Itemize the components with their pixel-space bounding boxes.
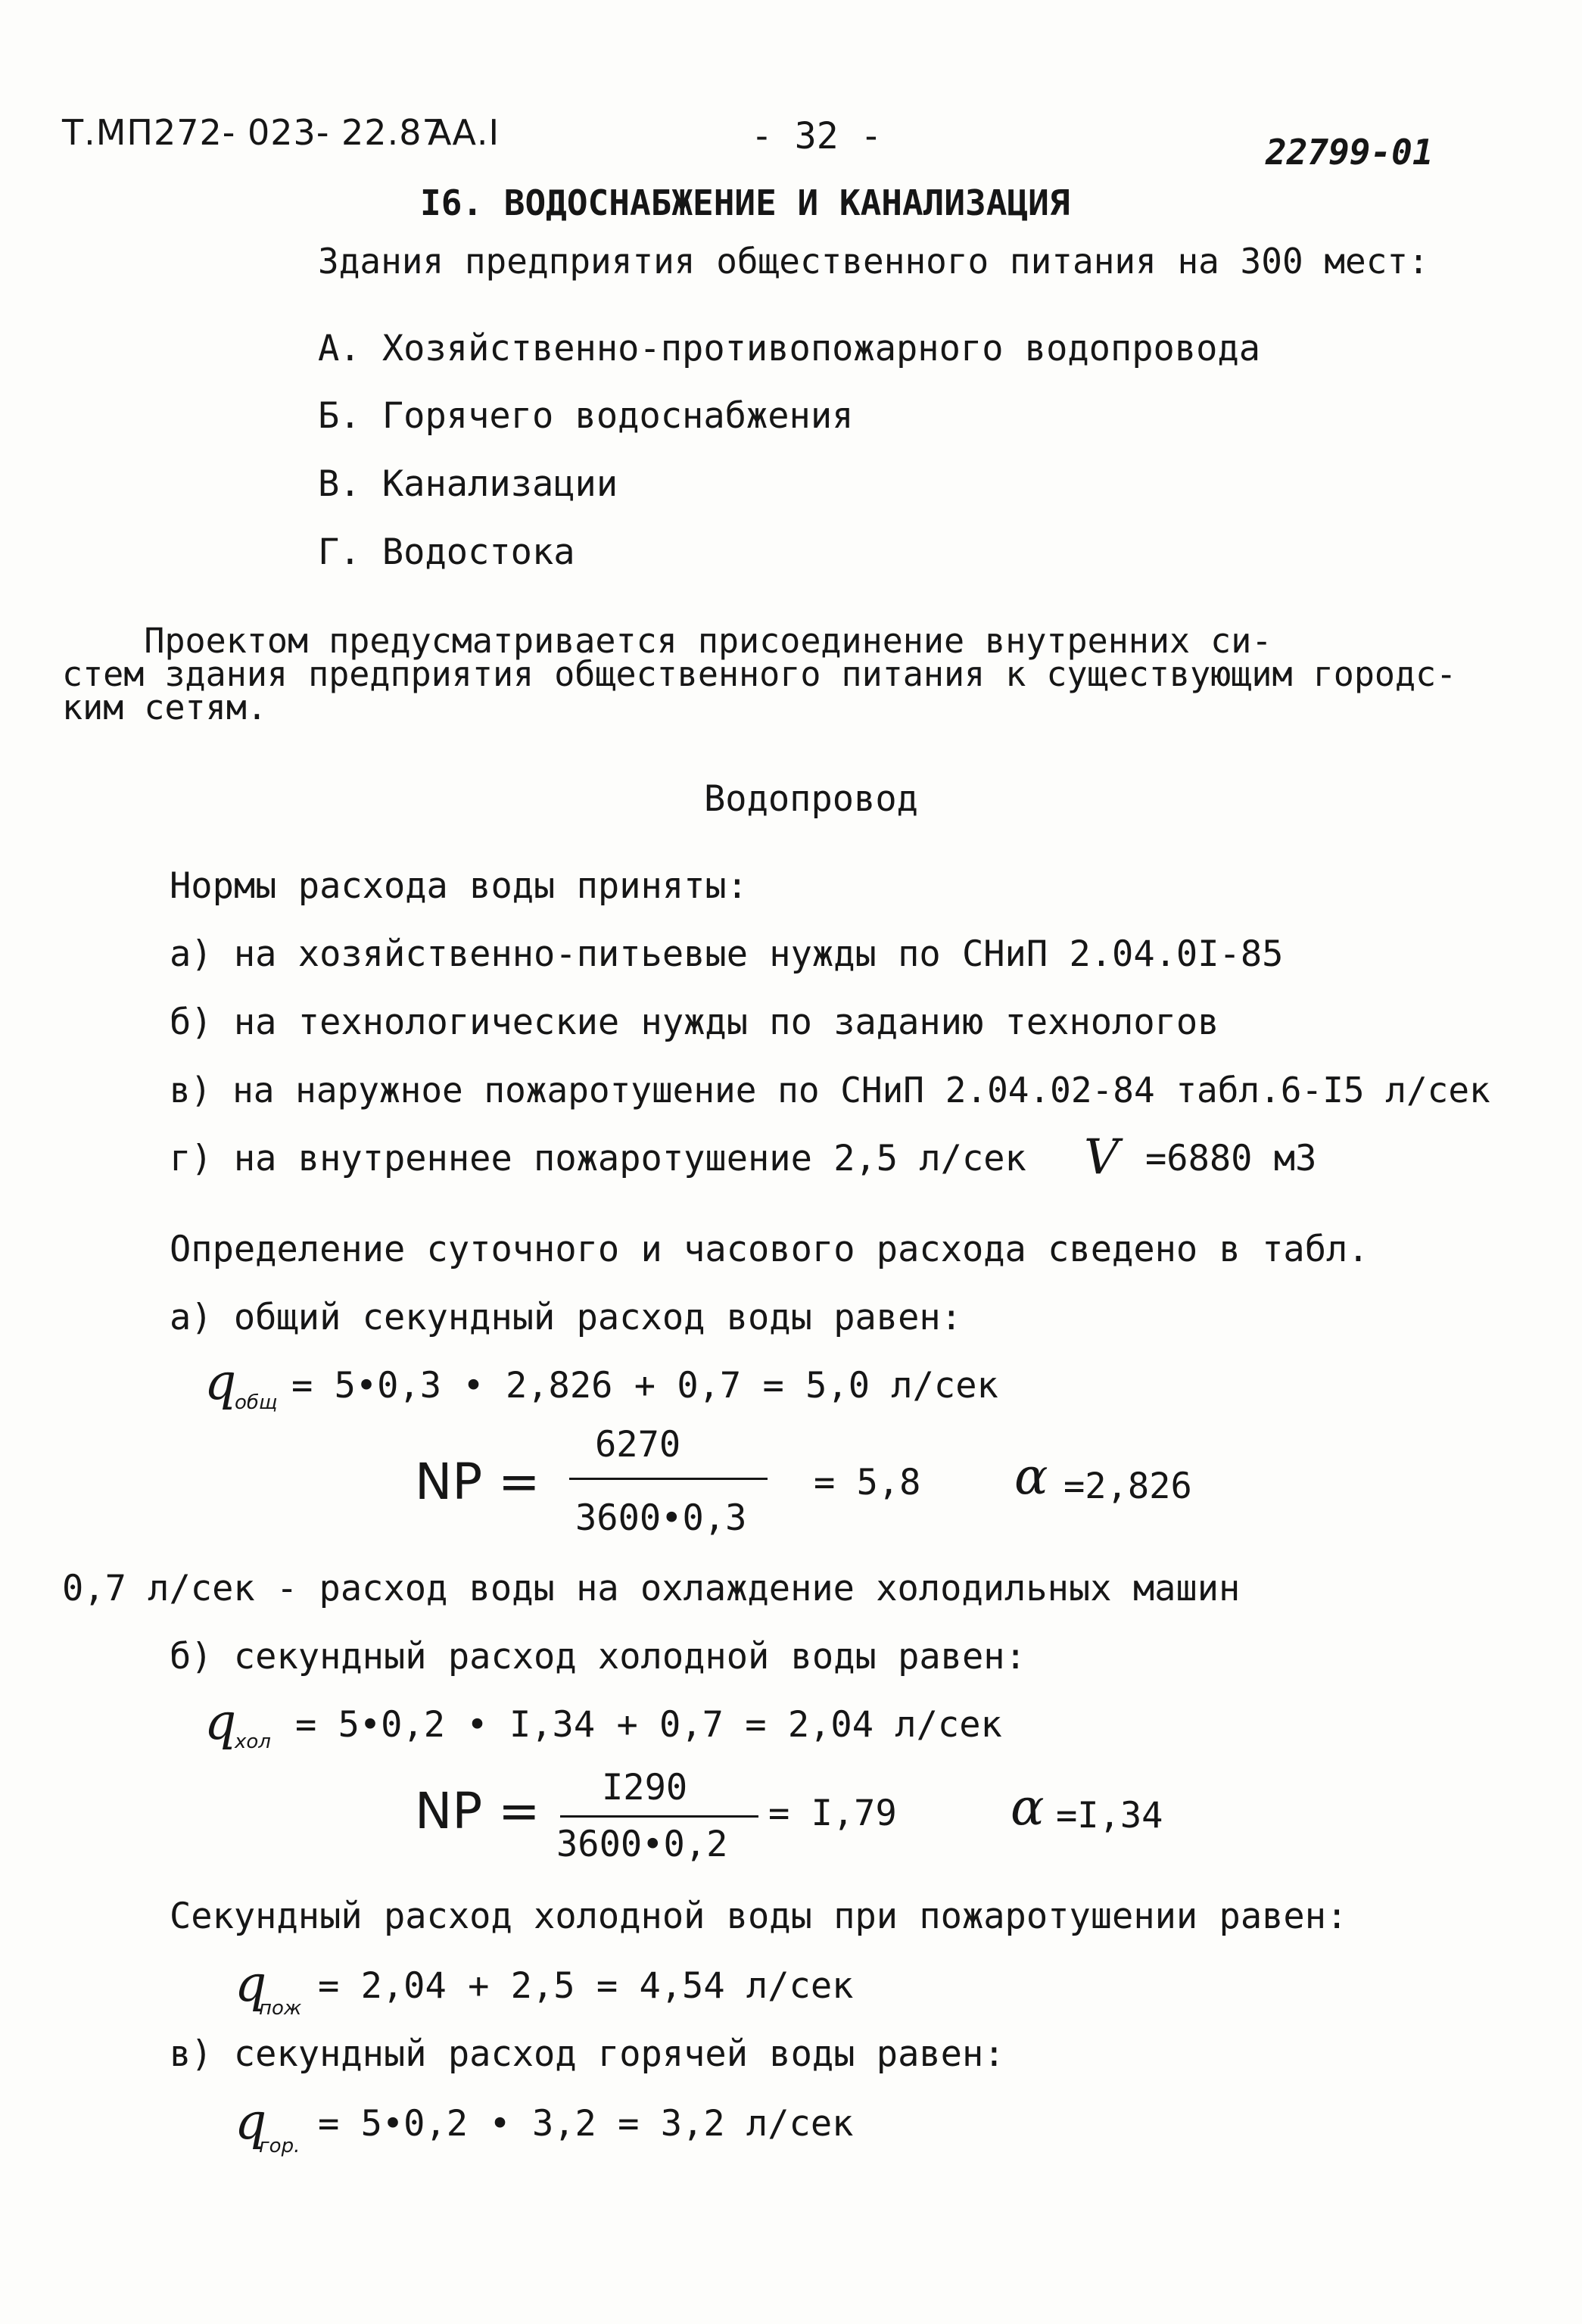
q-fire-subscript: пож	[259, 1997, 302, 2020]
album-label: АА.I	[428, 112, 500, 153]
paragraph-line-3: ким сетям.	[62, 687, 267, 727]
document-number: 22799-01	[1266, 132, 1434, 173]
q-cold-subscript: хол	[235, 1731, 271, 1753]
np-cold-result: = I,79	[768, 1793, 897, 1834]
document-code: Т.МП272- 023- 22.87	[62, 112, 445, 153]
np-total-denominator: 3600•0,3	[575, 1497, 747, 1539]
hot-flow-label: в) секундный расход горячей воды равен:	[170, 2033, 1005, 2075]
q-hot-symbol: q	[235, 2092, 267, 2151]
water-heading: Водопровод	[704, 778, 918, 820]
paragraph-line-1: Проектом предусматривается присоединение внутренних си-	[62, 621, 1272, 661]
q-cold-symbol: q	[204, 1693, 237, 1751]
cooling-note: 0,7 л/сек - расход воды на охлаждение холодильных машин	[62, 1568, 1241, 1609]
system-item-c: В. Канализации	[318, 463, 618, 505]
page-number: - 32 -	[751, 115, 883, 157]
np-total-numerator: 6270	[595, 1424, 681, 1466]
system-item-a: А. Хозяйственно-противопожарного водопровода	[318, 328, 1261, 369]
norm-item-c: в) на наружное пожаротушение по СНиП 2.04.02-84 табл.6-I5 л/сек	[170, 1070, 1490, 1111]
np-cold-fraction-bar	[560, 1815, 758, 1818]
total-flow-label: а) общий секундный расход воды равен:	[170, 1297, 962, 1338]
section-subtitle: Здания предприятия общественного питания на 300 мест:	[318, 241, 1429, 282]
system-item-b: Б. Горячего водоснабжения	[318, 395, 854, 437]
np-cold-numerator: I290	[602, 1767, 688, 1808]
system-item-d: Г. Водостока	[318, 531, 575, 573]
np-cold-label: NP =	[415, 1782, 540, 1840]
section-title: I6. ВОДОСНАБЖЕНИЕ И КАНАЛИЗАЦИЯ	[420, 182, 1070, 223]
norm-item-b: б) на технологические нужды по заданию технологов	[170, 1002, 1219, 1043]
alpha-total-value: =2,826	[1063, 1466, 1192, 1507]
norms-intro: Нормы расхода воды приняты:	[170, 865, 749, 907]
cold-flow-formula: = 5•0,2 • I,34 + 0,7 = 2,04 л/сек	[295, 1704, 1002, 1746]
cold-flow-label: б) секундный расход холодной воды равен:	[170, 1636, 1026, 1678]
fire-flow-label: Секундный расход холодной воды при пожаротушении равен:	[170, 1896, 1348, 1937]
table-note: Определение суточного и часового расхода сведено в табл.	[170, 1229, 1369, 1270]
hot-flow-formula: = 5•0,2 • 3,2 = 3,2 л/сек	[318, 2103, 854, 2145]
np-total-label: NP =	[415, 1453, 540, 1511]
q-total-subscript: общ	[235, 1391, 278, 1414]
alpha-total-symbol: α	[1014, 1447, 1048, 1506]
np-total-fraction-bar	[569, 1478, 768, 1480]
np-total-result: = 5,8	[814, 1462, 921, 1503]
alpha-cold-value: =I,34	[1056, 1795, 1163, 1836]
q-total-symbol: q	[204, 1353, 237, 1411]
volume-symbol: V	[1084, 1129, 1120, 1185]
total-flow-formula: = 5•0,3 • 2,826 + 0,7 = 5,0 л/сек	[291, 1365, 998, 1407]
fire-flow-formula: = 2,04 + 2,5 = 4,54 л/сек	[318, 1965, 854, 2007]
norm-item-d: г) на внутреннее пожаротушение 2,5 л/сек	[170, 1138, 1026, 1179]
norm-item-a: а) на хозяйственно-питьевые нужды по СНиП 2.04.0I-85	[170, 933, 1284, 975]
q-fire-symbol: q	[235, 1955, 267, 2013]
np-cold-denominator: 3600•0,2	[556, 1824, 728, 1865]
alpha-cold-symbol: α	[1011, 1778, 1045, 1836]
q-hot-subscript: гор.	[259, 2135, 301, 2157]
volume-value: =6880 м3	[1145, 1138, 1317, 1179]
paragraph-line-2: стем здания предприятия общественного питания к существующим городс-	[62, 654, 1457, 694]
